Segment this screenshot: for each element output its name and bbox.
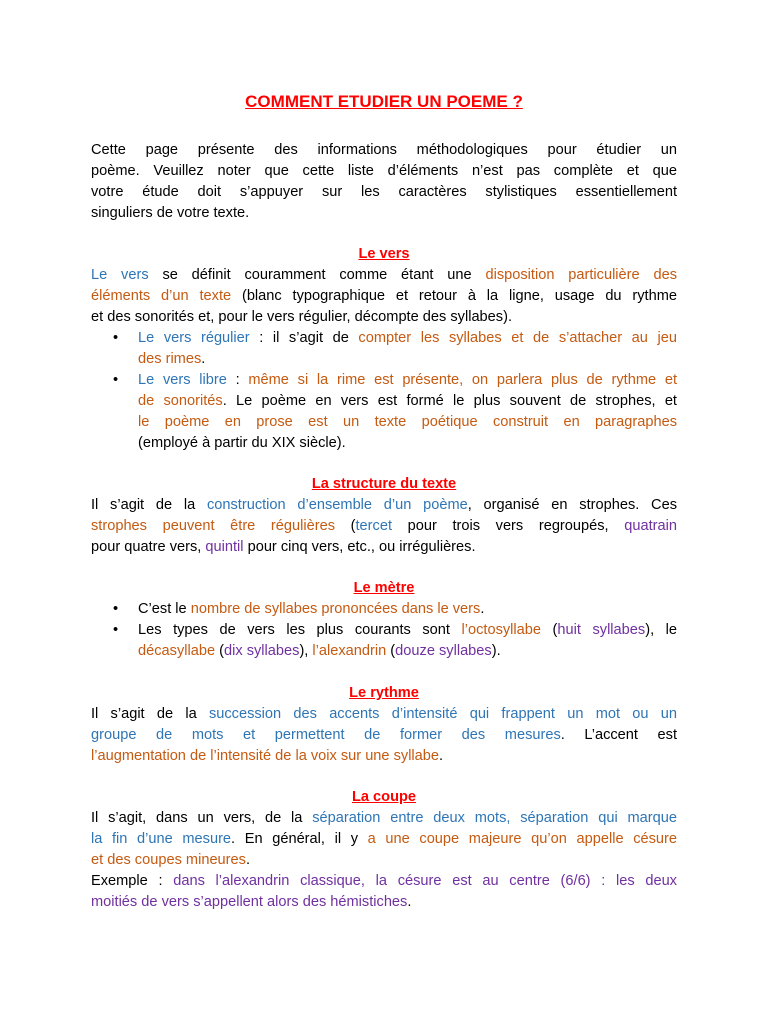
- term: Le vers: [91, 267, 149, 283]
- bullet-icon: •: [113, 330, 119, 346]
- term: et des coupes mineures: [91, 852, 246, 868]
- text: C’est le: [138, 601, 191, 617]
- term: quatrain: [624, 518, 677, 534]
- text: :: [226, 372, 249, 388]
- text: ).: [491, 643, 501, 659]
- section-heading-rythme: Le rythme: [349, 685, 419, 701]
- term: succession des accents d’intensité qui frappent un mot ou un: [208, 706, 677, 722]
- term: construction d’ensemble d’un poème: [206, 497, 468, 513]
- text: .: [245, 852, 251, 868]
- text: Exemple :: [91, 873, 174, 889]
- text: , organisé en strophes. Ces: [467, 497, 677, 513]
- text-line: [91, 808, 677, 829]
- text: .: [439, 748, 444, 764]
- text-line: [138, 620, 677, 641]
- term: de sonorités: [138, 393, 223, 409]
- coupe-paragraph: [91, 808, 677, 913]
- text: Il s’agit de la: [91, 706, 209, 722]
- text: (: [335, 518, 356, 534]
- rythme-paragraph: [91, 704, 677, 767]
- text: : il s’agit de: [249, 330, 359, 346]
- list-item: [113, 328, 677, 370]
- text: .: [201, 351, 206, 367]
- text-line: [91, 286, 677, 307]
- text: (: [386, 643, 396, 659]
- list-item: [113, 620, 678, 662]
- text: Il s’agit, dans un vers, de la: [91, 810, 313, 826]
- text: .: [407, 894, 412, 910]
- term: l’augmentation de l’intensité de la voix sur une syllabe: [91, 748, 440, 764]
- intro-line: singuliers de votre texte.: [91, 205, 250, 221]
- text: Il s’agit de la: [91, 497, 207, 513]
- text-line: [91, 725, 677, 746]
- term: tercet: [355, 518, 392, 534]
- term: l’octosyllabe: [461, 622, 541, 638]
- term: douze syllabes: [395, 643, 492, 659]
- term: décasyllabe: [138, 643, 216, 659]
- text-line: [91, 516, 677, 537]
- intro-line: poème. Veuillez noter que cette liste d’éléments n’est pas complète et que: [91, 163, 677, 179]
- text: pour trois vers regroupés,: [392, 518, 625, 534]
- term: Le vers régulier: [138, 330, 250, 346]
- section-heading-vers: Le vers: [358, 246, 410, 262]
- text-line: [138, 370, 677, 391]
- term: moitiés de vers s’appellent alors des hémistiches: [91, 894, 408, 910]
- text-line: [91, 704, 677, 725]
- list-item: [113, 370, 677, 454]
- text-line: [91, 892, 677, 913]
- term: l’alexandrin: [312, 643, 387, 659]
- term: a une coupe majeure qu’on appelle césure: [367, 831, 677, 847]
- term: quintil: [205, 539, 244, 555]
- text-line: [91, 746, 677, 767]
- text-line: [91, 829, 677, 850]
- text-line: et des sonorités et, pour le vers régulier, décompte des syllabes).: [91, 309, 513, 325]
- text: (: [541, 622, 558, 638]
- vers-paragraph: [91, 265, 677, 328]
- text-line: [91, 850, 677, 871]
- text-line: [91, 495, 677, 516]
- text-line: [138, 391, 677, 412]
- term: strophes peuvent être régulières: [91, 518, 336, 534]
- term: nombre de syllabes prononcées dans le vers: [190, 601, 481, 617]
- term: même si la rime est présente, on parlera plus de rythme et: [248, 372, 677, 388]
- page-title: COMMENT ETUDIER UN POEME ?: [245, 92, 523, 111]
- text-line: [91, 537, 677, 558]
- text: . L’accent est: [560, 727, 677, 743]
- term: dix syllabes: [224, 643, 300, 659]
- text: .: [480, 601, 485, 617]
- text-line: [138, 349, 677, 370]
- section-heading-metre: Le mètre: [353, 580, 415, 596]
- text: pour cinq vers, etc., ou irrégulières.: [243, 539, 476, 555]
- term: compter les syllabes et de s’attacher au jeu: [358, 330, 677, 346]
- text: (blanc typographique et retour à la ligne, usage du rythme: [231, 288, 677, 304]
- bullet-icon: •: [113, 601, 119, 617]
- term: éléments d’un texte: [91, 288, 232, 304]
- text-line: [91, 265, 677, 286]
- term: disposition particulière des: [485, 267, 677, 283]
- bullet-icon: •: [113, 622, 119, 638]
- text: (: [215, 643, 224, 659]
- term: la fin d’une mesure: [91, 831, 232, 847]
- term: dans l’alexandrin classique, la césure est au centre (6/6) : les deux: [173, 873, 677, 889]
- text: Les types de vers les plus courants sont: [138, 622, 462, 638]
- term: des rimes: [138, 351, 202, 367]
- text-line: [91, 871, 677, 892]
- text: pour quatre vers,: [91, 539, 206, 555]
- intro-line: Cette page présente des informations méthodologiques pour étudier un: [91, 142, 677, 158]
- text: ),: [299, 643, 313, 659]
- text-line: le poème en prose est un texte poétique construit en paragraphes: [138, 414, 677, 430]
- bullet-icon: •: [113, 372, 119, 388]
- structure-paragraph: [91, 495, 677, 558]
- list-item: [113, 599, 677, 620]
- text: . Le poème en vers est formé le plus souvent de strophes, et: [222, 393, 677, 409]
- text: . En général, il y: [231, 831, 368, 847]
- section-heading-coupe: La coupe: [351, 789, 417, 805]
- term: séparation entre deux mots, séparation qui marque: [312, 810, 677, 826]
- section-heading-structure: La structure du texte: [311, 476, 457, 492]
- intro-paragraph: [91, 140, 677, 224]
- term: Le vers libre: [138, 372, 227, 388]
- term: groupe de mots et permettent de former des mesures: [91, 727, 561, 743]
- text-line: [138, 599, 677, 620]
- term: huit syllabes: [557, 622, 646, 638]
- intro-line: votre étude doit s’appuyer sur les caractères stylistiques essentiellement: [91, 184, 677, 200]
- text: se définit couramment comme étant une: [148, 267, 486, 283]
- text-line: [138, 641, 677, 662]
- text-line: [138, 328, 677, 349]
- text-line: (employé à partir du XIX siècle).: [138, 435, 346, 451]
- text: ), le: [645, 622, 678, 638]
